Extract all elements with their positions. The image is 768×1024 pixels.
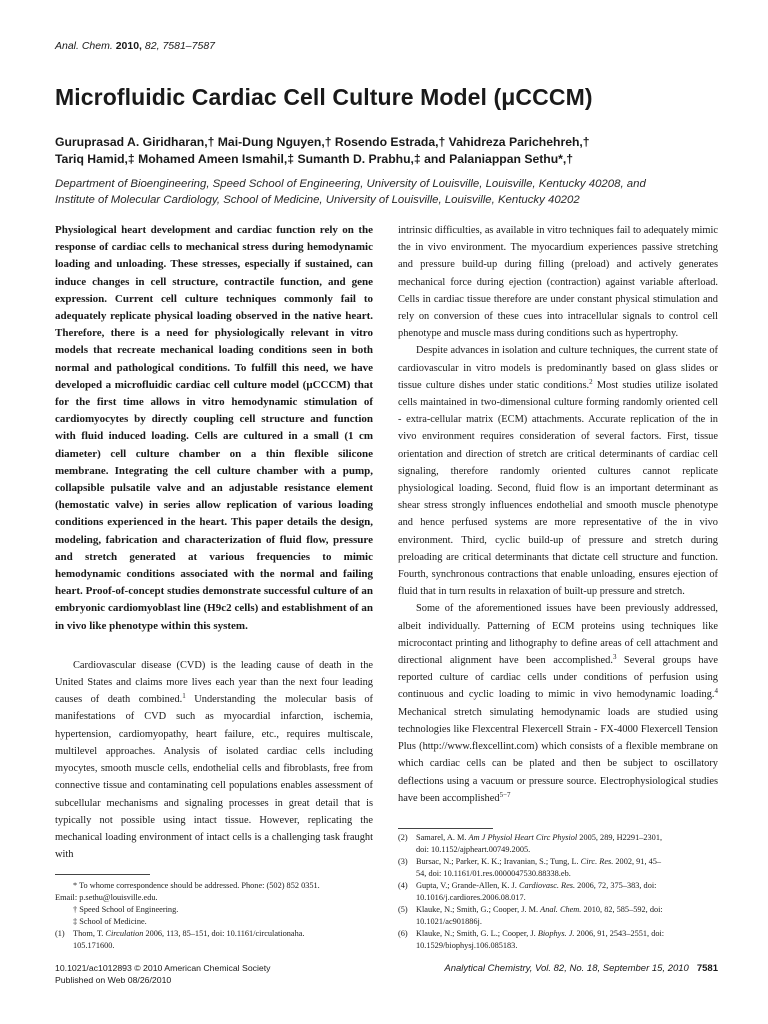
reference-text bbox=[416, 928, 718, 940]
citation-superscript: 2 bbox=[589, 377, 593, 386]
reference-number: (6) bbox=[398, 929, 408, 938]
reference-continuation: doi: 10.1152/ajpheart.00749.2005. bbox=[416, 845, 531, 854]
reference-number: (5) bbox=[398, 905, 408, 914]
body-paragraph bbox=[398, 342, 718, 600]
citation-superscript: 3 bbox=[612, 653, 617, 662]
reference-details: 2006, 72, 375–383, doi: bbox=[575, 881, 657, 890]
reference-number: (1) bbox=[55, 929, 65, 938]
affiliation-line: Department of Bioengineering, Speed School of Engineering, University of Louisville, Louisville, Kentucky 40208, and bbox=[55, 178, 646, 190]
paragraph-text: Despite advances in isolation and culture techniques, the current state of cardiovascular in vitro models is predominantly based on glass slides or tissue culture dishes under static conditions. bbox=[398, 345, 718, 391]
doi-copyright-line: 10.1021/ac1012893 © 2010 American Chemical Society bbox=[55, 963, 271, 973]
paragraph-text: Mechanical stretch simulating hemodynamic loads are studied using technologies like Flexcentral Flexercell Strain - FX-4000 Flexercell Tension Plus (http://www.flexcellint.com) which consists of a flexible membrane on which cardiac cells can be plated and then be subject to oscillatory deflections using a vacuum or pressure source. Electrophysiological studies have been accomplished bbox=[398, 706, 718, 804]
reference-authors: Gupta, V.; Grande-Allen, K. J. bbox=[416, 881, 519, 890]
reference-item bbox=[398, 904, 718, 928]
reference-continuation: 10.1021/ac901886j. bbox=[416, 917, 482, 926]
reference-journal: Anal. Chem. bbox=[540, 905, 582, 914]
body-paragraph: intrinsic difficulties, as available in vitro techniques fail to adequately mimic the in vivo environment. The myocardium experiences passive stretching and pressure build-up during filling (preload) and actively generates mechanical force during ejection (contraction) against variable afterload. Cells in cardiac tissue therefore are under constant physical stimulation and rely on conversion of these cues into intracellular signals to control cell phenotype and muscle mass during conditions such as hypertrophy. bbox=[398, 225, 718, 340]
reference-continuation: 10.1529/biophysj.106.085183. bbox=[416, 941, 518, 950]
author-line: Tariq Hamid,‡ Mohamed Ameen Ismahil,‡ Sumanth D. Prabhu,‡ and Palaniappan Sethu*,† bbox=[55, 152, 574, 166]
doi-copyright-block bbox=[55, 962, 271, 986]
reference-journal: Circulation bbox=[105, 929, 144, 938]
body-paragraph bbox=[398, 600, 718, 806]
journal-pages: 7581–7587 bbox=[162, 40, 215, 52]
citation-superscript: 4 bbox=[714, 687, 718, 696]
reference-number: (2) bbox=[398, 833, 408, 842]
reference-continuation: 54, doi: 10.1161/01.res.0000047530.88338.eb. bbox=[416, 869, 571, 878]
journal-volume: 82, bbox=[144, 40, 160, 52]
paper-title: Microfluidic Cardiac Cell Culture Model (μCCCM) bbox=[55, 84, 593, 110]
reference-journal: Biophys. J. bbox=[537, 929, 575, 938]
reference-text bbox=[416, 880, 718, 892]
reference-details: 2005, 289, H2291–2301, bbox=[577, 833, 663, 842]
page-footer bbox=[444, 963, 718, 974]
reference-item bbox=[398, 928, 718, 952]
intro-text-part1: Cardiovascular disease (CVD) is the leading cause of death in the United States and claims more lives each year than the next four leading causes of death combined. bbox=[55, 659, 373, 706]
reference-number: (3) bbox=[398, 857, 408, 866]
reference-details: 2002, 91, 45– bbox=[613, 857, 662, 866]
correspondence-note: * To whome correspondence should be addressed. Phone: (502) 852 0351. bbox=[73, 881, 320, 890]
author-list bbox=[55, 134, 735, 168]
reference-details: 2006, 113, 85–151, doi: 10.1161/circulationaha. bbox=[143, 929, 305, 938]
journal-citation-header bbox=[55, 40, 215, 52]
reference-item bbox=[398, 856, 718, 880]
affiliation-footnote: † Speed School of Engineering. bbox=[73, 905, 179, 914]
reference-continuation: 105.171600. bbox=[73, 941, 115, 950]
reference-journal: Circ. Res. bbox=[580, 857, 614, 866]
reference-journal: Am J Physiol Heart Circ Physiol bbox=[468, 833, 578, 842]
reference-item bbox=[55, 928, 373, 940]
left-column bbox=[55, 222, 373, 863]
reference-journal: Cardiovasc. Res. bbox=[518, 881, 576, 890]
reference-authors: Samarel, A. M. bbox=[416, 833, 469, 842]
page-number: 7581 bbox=[696, 963, 718, 974]
introduction-paragraph bbox=[55, 657, 373, 863]
reference-text bbox=[416, 832, 718, 844]
reference-text bbox=[416, 856, 718, 868]
publication-date: Published on Web 08/26/2010 bbox=[55, 975, 172, 985]
citation-superscript: 5−7 bbox=[499, 790, 511, 799]
author-line: Guruprasad A. Giridharan,† Mai-Dung Nguyen,† Rosendo Estrada,† Vahidreza Parichehreh,† bbox=[55, 135, 590, 149]
reference-authors: Bursac, N.; Parker, K. K.; Iravanian, S.; Tung, L. bbox=[416, 857, 581, 866]
affiliations bbox=[55, 177, 735, 208]
footnote-divider bbox=[55, 874, 150, 875]
paragraph-text: Several groups have reported culture of cardiac cells under conditions of perfusion using continuous and cyclic loading to mimic in vivo hemodynamic loading. bbox=[398, 655, 718, 701]
footnote-divider bbox=[398, 828, 493, 829]
reference-authors: Thom, T. bbox=[73, 929, 106, 938]
journal-name: Anal. Chem. bbox=[55, 40, 113, 52]
reference-details: 2010, 82, 585–592, doi: bbox=[581, 905, 663, 914]
paragraph-text: Most studies utilize isolated cells maintained in two-dimensional culture forming randomly oriented cell - extra-cellular matrix (ECM) attachments. Accurate replication of the in vivo environment requires consideration of several factors. First, tissue orientation and direction of stretch are critical determinants of cardiac cell signaling, therefore randomly oriented cultures cannot replicate physiological loading. Second, fluid flow is an important determinant as shear stress strongly influences endothelial and smooth muscle phenotype and hence perfused systems are more representative of the in vivo environment. Third, cyclic build-up of pressure and stretch during preloading are critical determinants that dictate cell structure and function. Fourth, synchronous contractions that enable unloading, ensures ejection of fluid that in turn results in relaxation of built-up pressure and stretch. bbox=[398, 379, 718, 598]
reference-details: 2006, 91, 2543–2551, doi: bbox=[574, 929, 665, 938]
correspondence-email: Email: p.sethu@louisville.edu. bbox=[55, 893, 158, 902]
affiliation-line: Institute of Molecular Cardiology, School of Medicine, University of Louisville, Louisville, Kentucky 40202 bbox=[55, 193, 580, 206]
journal-year: 2010, bbox=[115, 40, 142, 52]
reference-text bbox=[73, 928, 373, 940]
reference-authors: Klauke, N.; Smith, G. L.; Cooper, J. bbox=[416, 929, 538, 938]
reference-continuation: 10.1016/j.cardiores.2006.08.017. bbox=[416, 893, 526, 902]
reference-text bbox=[416, 904, 718, 916]
left-footnotes bbox=[55, 880, 373, 952]
reference-authors: Klauke, N.; Smith, G.; Cooper, J. M. bbox=[416, 905, 541, 914]
right-column bbox=[398, 222, 718, 807]
journal-issue-line: Analytical Chemistry, Vol. 82, No. 18, September 15, 2010 bbox=[444, 963, 689, 974]
reference-item bbox=[398, 880, 718, 904]
affiliation-footnote: ‡ School of Medicine. bbox=[73, 917, 147, 926]
abstract: Physiological heart development and cardiac function rely on the response of cardiac cells to mechanical stress during hemodynamic loading and unloading. These stresses, especially if sustained, can induce changes in cell structure, contractile function, and gene expression. Current cell culture techniques commonly fail to adequately replicate physical loading observed in the native heart. Therefore, there is a need for physiologically relevant in vitro models that recreate mechanical loading conditions seen in both normal and pathological conditions. To fulfill this need, we have developed a microfluidic cardiac cell culture model (μCCCM) that for the first time allows in vitro hemodynamic stimulation of cardiomyocytes by directly coupling cell structure and function with fluid induced loading. Cells are cultured in a small (1 cm diameter) cell culture chamber on a thin flexible silicone membrane. Integrating the cell culture chamber with a pump, collapsible pulsatile valve and an adjustable resistance element (hemostatic valve) in series allow replication of various loading conditions experienced in the heart. This paper details the design, modeling, fabrication and characterization of fluid flow, pressure and stretch generated at various frequencies to mimic hemodynamic conditions associated with the normal and failing heart. Proof-of-concept studies demonstrate successful culture of an embryonic cardiomyoblast line (H9c2 cells) and establishment of an in vivo like phenotype within this system. bbox=[55, 224, 373, 632]
intro-text-part2: Understanding the molecular basis of manifestations of CVD such as myocardial infarction, ischemia, hypertension, cardiomyopathy, heart failure, etc., requires multiscale, multilevel approaches. Analysis of isolated cardiac cells including myocytes, smooth muscle cells, endothelial cells and fibroblasts, free from connective tissue and contaminating cell populations enables assessment of subcellular mechanisms and signaling processes in great detail that is typically not possible using intact tissue. However, replicating the mechanical loading environment of intact cells is a challenging task fraught with bbox=[55, 694, 374, 861]
paragraph-text: Some of the aforementioned issues have been previously addressed, albeit individually. Patterning of ECM proteins using techniques like microcontact printing and lithography to define areas of cell attachment and directional alignment have been accomplished. bbox=[398, 603, 718, 667]
right-footnotes bbox=[398, 832, 718, 952]
reference-item bbox=[398, 832, 718, 856]
citation-superscript: 1 bbox=[182, 692, 186, 701]
reference-number: (4) bbox=[398, 881, 408, 890]
